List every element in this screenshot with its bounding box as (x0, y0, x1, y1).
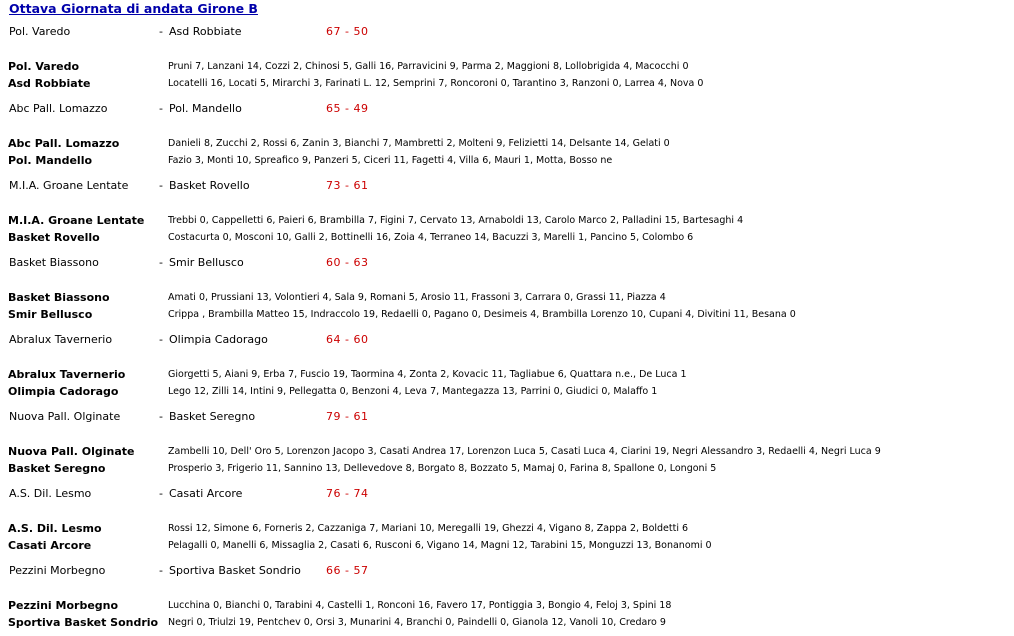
player-scores: Fazio 3, Monti 10, Spreafico 9, Panzeri 5, Ciceri 11, Fagetti 4, Villa 6, Mauri 1, Motta, Bosso ne (168, 155, 613, 166)
score: 66 - 57 (326, 564, 369, 577)
separator-dash: - (159, 487, 163, 500)
player-scores: Pelagalli 0, Manelli 6, Missaglia 2, Casati 6, Rusconi 6, Vigano 14, Magni 12, Tarabini 15, Monguzzi 13, Bonanomi 0 (168, 540, 712, 551)
team-name: Abralux Tavernerio (8, 368, 126, 381)
away-team: Basket Seregno (169, 410, 256, 423)
score: 60 - 63 (326, 256, 369, 269)
team-name: Nuova Pall. Olginate (8, 445, 135, 458)
team-name: Casati Arcore (8, 539, 92, 552)
home-team: Pezzini Morbegno (9, 564, 106, 577)
team-name: Smir Bellusco (8, 308, 93, 321)
separator-dash: - (159, 256, 163, 269)
away-team: Smir Bellusco (169, 256, 244, 269)
separator-dash: - (159, 102, 163, 115)
score: 79 - 61 (326, 410, 369, 423)
away-team: Asd Robbiate (169, 25, 242, 38)
player-scores: Costacurta 0, Mosconi 10, Galli 2, Bottinelli 16, Zoia 4, Terraneo 14, Bacuzzi 3, Marelli 1, Pancino 5, Colombo 6 (168, 232, 694, 243)
home-team: A.S. Dil. Lesmo (9, 487, 92, 500)
team-name: Pezzini Morbegno (8, 599, 119, 612)
separator-dash: - (159, 25, 163, 38)
player-scores: Giorgetti 5, Aiani 9, Erba 7, Fuscio 19, Taormina 4, Zonta 2, Kovacic 11, Tagliabue 6, Quattara n.e., De Luca 1 (168, 369, 687, 380)
home-team: M.I.A. Groane Lentate (9, 179, 129, 192)
score: 64 - 60 (326, 333, 369, 346)
away-team: Casati Arcore (169, 487, 243, 500)
player-scores: Lego 12, Zilli 14, Intini 9, Pellegatta 0, Benzoni 4, Leva 7, Mantegazza 13, Parrini 0, Giudici 0, Malaffo 1 (168, 386, 658, 397)
team-name: Sportiva Basket Sondrio (8, 616, 159, 629)
player-scores: Zambelli 10, Dell' Oro 5, Lorenzon Jacopo 3, Casati Andrea 17, Lorenzon Luca 5, Casati Luca 4, Ciarini 19, Negri Alessandro 3, Redaelli 4, Negri Luca 9 (168, 446, 881, 457)
home-team: Nuova Pall. Olginate (9, 410, 121, 423)
player-scores: Lucchina 0, Bianchi 0, Tarabini 4, Castelli 1, Ronconi 16, Favero 17, Pontiggia 3, Bongio 4, Feloj 3, Spini 18 (168, 600, 672, 611)
away-team: Sportiva Basket Sondrio (169, 564, 301, 577)
home-team: Abralux Tavernerio (9, 333, 113, 346)
separator-dash: - (159, 564, 163, 577)
separator-dash: - (159, 410, 163, 423)
team-name: Basket Seregno (8, 462, 106, 475)
home-team: Abc Pall. Lomazzo (9, 102, 108, 115)
away-team: Basket Rovello (169, 179, 250, 192)
team-name: Abc Pall. Lomazzo (8, 137, 120, 150)
player-scores: Negri 0, Triulzi 19, Pentchev 0, Orsi 3, Munarini 4, Branchi 0, Paindelli 0, Gianola 12, Vanoli 10, Credaro 9 (168, 617, 666, 628)
separator-dash: - (159, 179, 163, 192)
score: 65 - 49 (326, 102, 369, 115)
player-scores: Locatelli 16, Locati 5, Mirarchi 3, Farinati L. 12, Semprini 7, Roncoroni 0, Tarantino 3, Ranzoni 0, Larrea 4, Nova 0 (168, 78, 704, 89)
score: 73 - 61 (326, 179, 369, 192)
away-team: Olimpia Cadorago (169, 333, 268, 346)
away-team: Pol. Mandello (169, 102, 242, 115)
team-name: A.S. Dil. Lesmo (8, 522, 102, 535)
team-name: Pol. Varedo (8, 60, 80, 73)
page-title: Ottava Giornata di andata Girone B (9, 1, 258, 16)
player-scores: Amati 0, Prussiani 13, Volontieri 4, Sala 9, Romani 5, Arosio 11, Frassoni 3, Carrara 0, Grassi 11, Piazza 4 (168, 292, 666, 303)
team-name: Olimpia Cadorago (8, 385, 119, 398)
player-scores: Crippa , Brambilla Matteo 15, Indraccolo 19, Redaelli 0, Pagano 0, Desimeis 4, Brambilla Lorenzo 10, Cupani 4, Divitini 11, Besana 0 (168, 309, 796, 320)
player-scores: Rossi 12, Simone 6, Forneris 2, Cazzaniga 7, Mariani 10, Meregalli 19, Ghezzi 4, Vigano 8, Zappa 2, Boldetti 6 (168, 523, 689, 534)
home-team: Pol. Varedo (9, 25, 71, 38)
player-scores: Danieli 8, Zucchi 2, Rossi 6, Zanin 3, Bianchi 7, Mambretti 2, Molteni 9, Felizietti 14, Delsante 14, Gelati 0 (168, 138, 670, 149)
player-scores: Trebbi 0, Cappelletti 6, Paieri 6, Brambilla 7, Figini 7, Cervato 13, Arnaboldi 13, Carolo Marco 2, Palladini 15, Bartesaghi 4 (168, 215, 744, 226)
home-team: Basket Biassono (9, 256, 99, 269)
team-name: Basket Rovello (8, 231, 100, 244)
player-scores: Pruni 7, Lanzani 14, Cozzi 2, Chinosi 5, Galli 16, Parravicini 9, Parma 2, Maggioni 8, Lollobrigida 4, Macocchi 0 (168, 61, 689, 72)
score: 76 - 74 (326, 487, 369, 500)
player-scores: Prosperio 3, Frigerio 11, Sannino 13, Dellevedove 8, Borgato 8, Bozzato 5, Mamaj 0, Farina 8, Spallone 0, Longoni 5 (168, 463, 717, 474)
separator-dash: - (159, 333, 163, 346)
team-name: M.I.A. Groane Lentate (8, 214, 145, 227)
score: 67 - 50 (326, 25, 369, 38)
team-name: Pol. Mandello (8, 154, 93, 167)
team-name: Basket Biassono (8, 291, 110, 304)
team-name: Asd Robbiate (8, 77, 91, 90)
